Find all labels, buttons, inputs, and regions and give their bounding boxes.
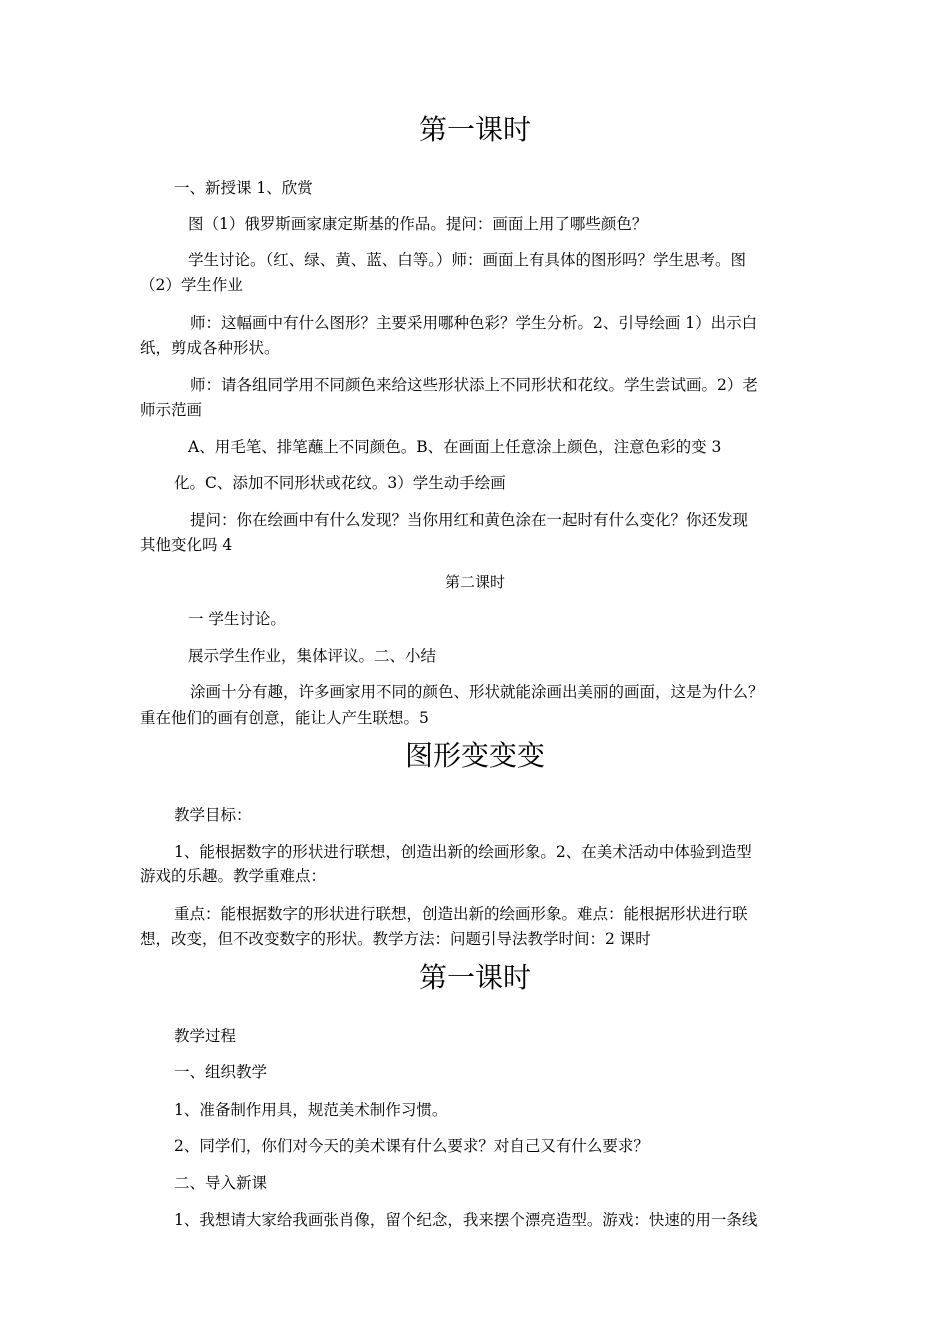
org-heading: 一、组织教学 bbox=[174, 1063, 268, 1081]
para-brush-line2: 化。C、添加不同形状或花纹。3）学生动手绘画 bbox=[174, 474, 506, 492]
intro-step1: 1、我想请大家给我画张肖像，留个纪念，我来摆个漂亮造型。游戏：快速的用一条线 bbox=[174, 1211, 758, 1229]
lesson2-item2: 展示学生作业，集体评议。二、小结 bbox=[188, 647, 437, 665]
lesson2-item1: 一 学生讨论。 bbox=[188, 610, 286, 628]
section1-heading: 一、新授课 1、欣赏 bbox=[174, 179, 313, 197]
lesson2-title: 第二课时 bbox=[444, 573, 505, 591]
goal-line2: 游戏的乐趣。教学重难点： bbox=[140, 867, 327, 885]
para-brush-line1: A、用毛笔、排笔蘸上不同颜色。B、在画面上任意涂上颜色，注意色彩的变 3 bbox=[188, 438, 722, 456]
goal-label: 教学目标： bbox=[174, 806, 252, 824]
lesson1-title: 第一课时 bbox=[418, 113, 531, 146]
para-question-line1: 提问：你在绘画中有什么发现？当你用红和黄色涂在一起时有什么变化？你还发现 bbox=[190, 511, 749, 529]
lesson1b-title: 第一课时 bbox=[418, 961, 531, 994]
para-discuss-line1: 学生讨论。（红、绿、黄、蓝、白等。）师：画面上有具体的图形吗？学生思考。图 bbox=[188, 251, 747, 269]
focus-line2: 想，改变，但不改变数字的形状。教学方法：问题引导法教学时间：2 课时 bbox=[140, 930, 651, 948]
para-fig1: 图（1）俄罗斯画家康定斯基的作品。提问：画面上用了哪些颜色？ bbox=[188, 215, 648, 233]
para-teacher-line1: 师：这幅画中有什么图形？主要采用哪种色彩？学生分析。2、引导绘画 1）出示白 bbox=[190, 314, 758, 332]
para-question-line2: 其他变化吗 4 bbox=[140, 536, 233, 554]
step2: 2、同学们，你们对今天的美术课有什么要求？对自己又有什么要求？ bbox=[174, 1137, 649, 1155]
shapes-title: 图形变变变 bbox=[404, 739, 545, 772]
process-heading: 教学过程 bbox=[174, 1027, 237, 1045]
lesson2-summary-line1: 涂画十分有趣，许多画家用不同的颜色、形状就能涂画出美丽的画面，这是为什么？ bbox=[190, 683, 764, 701]
lesson2-summary-line2: 重在他们的画有创意，能让人产生联想。5 bbox=[140, 709, 429, 727]
intro-heading: 二、导入新课 bbox=[174, 1174, 268, 1192]
para-groups-line1: 师：请各组同学用不同颜色来给这些形状添上不同形状和花纹。学生尝试画。2）老 bbox=[190, 376, 758, 394]
para-discuss-line2: （2）学生作业 bbox=[140, 276, 243, 294]
para-groups-line2: 师示范画 bbox=[140, 401, 203, 419]
goal-line1: 1、能根据数字的形状进行联想，创造出新的绘画形象。2、在美术活动中体验到造型 bbox=[174, 843, 752, 861]
step1: 1、准备制作用具，规范美术制作习惯。 bbox=[174, 1101, 448, 1119]
para-teacher-line2: 纸，剪成各种形状。 bbox=[140, 339, 280, 357]
focus-line1: 重点：能根据数字的形状进行联想，创造出新的绘画形象。难点：能根据形状进行联 bbox=[174, 905, 748, 923]
